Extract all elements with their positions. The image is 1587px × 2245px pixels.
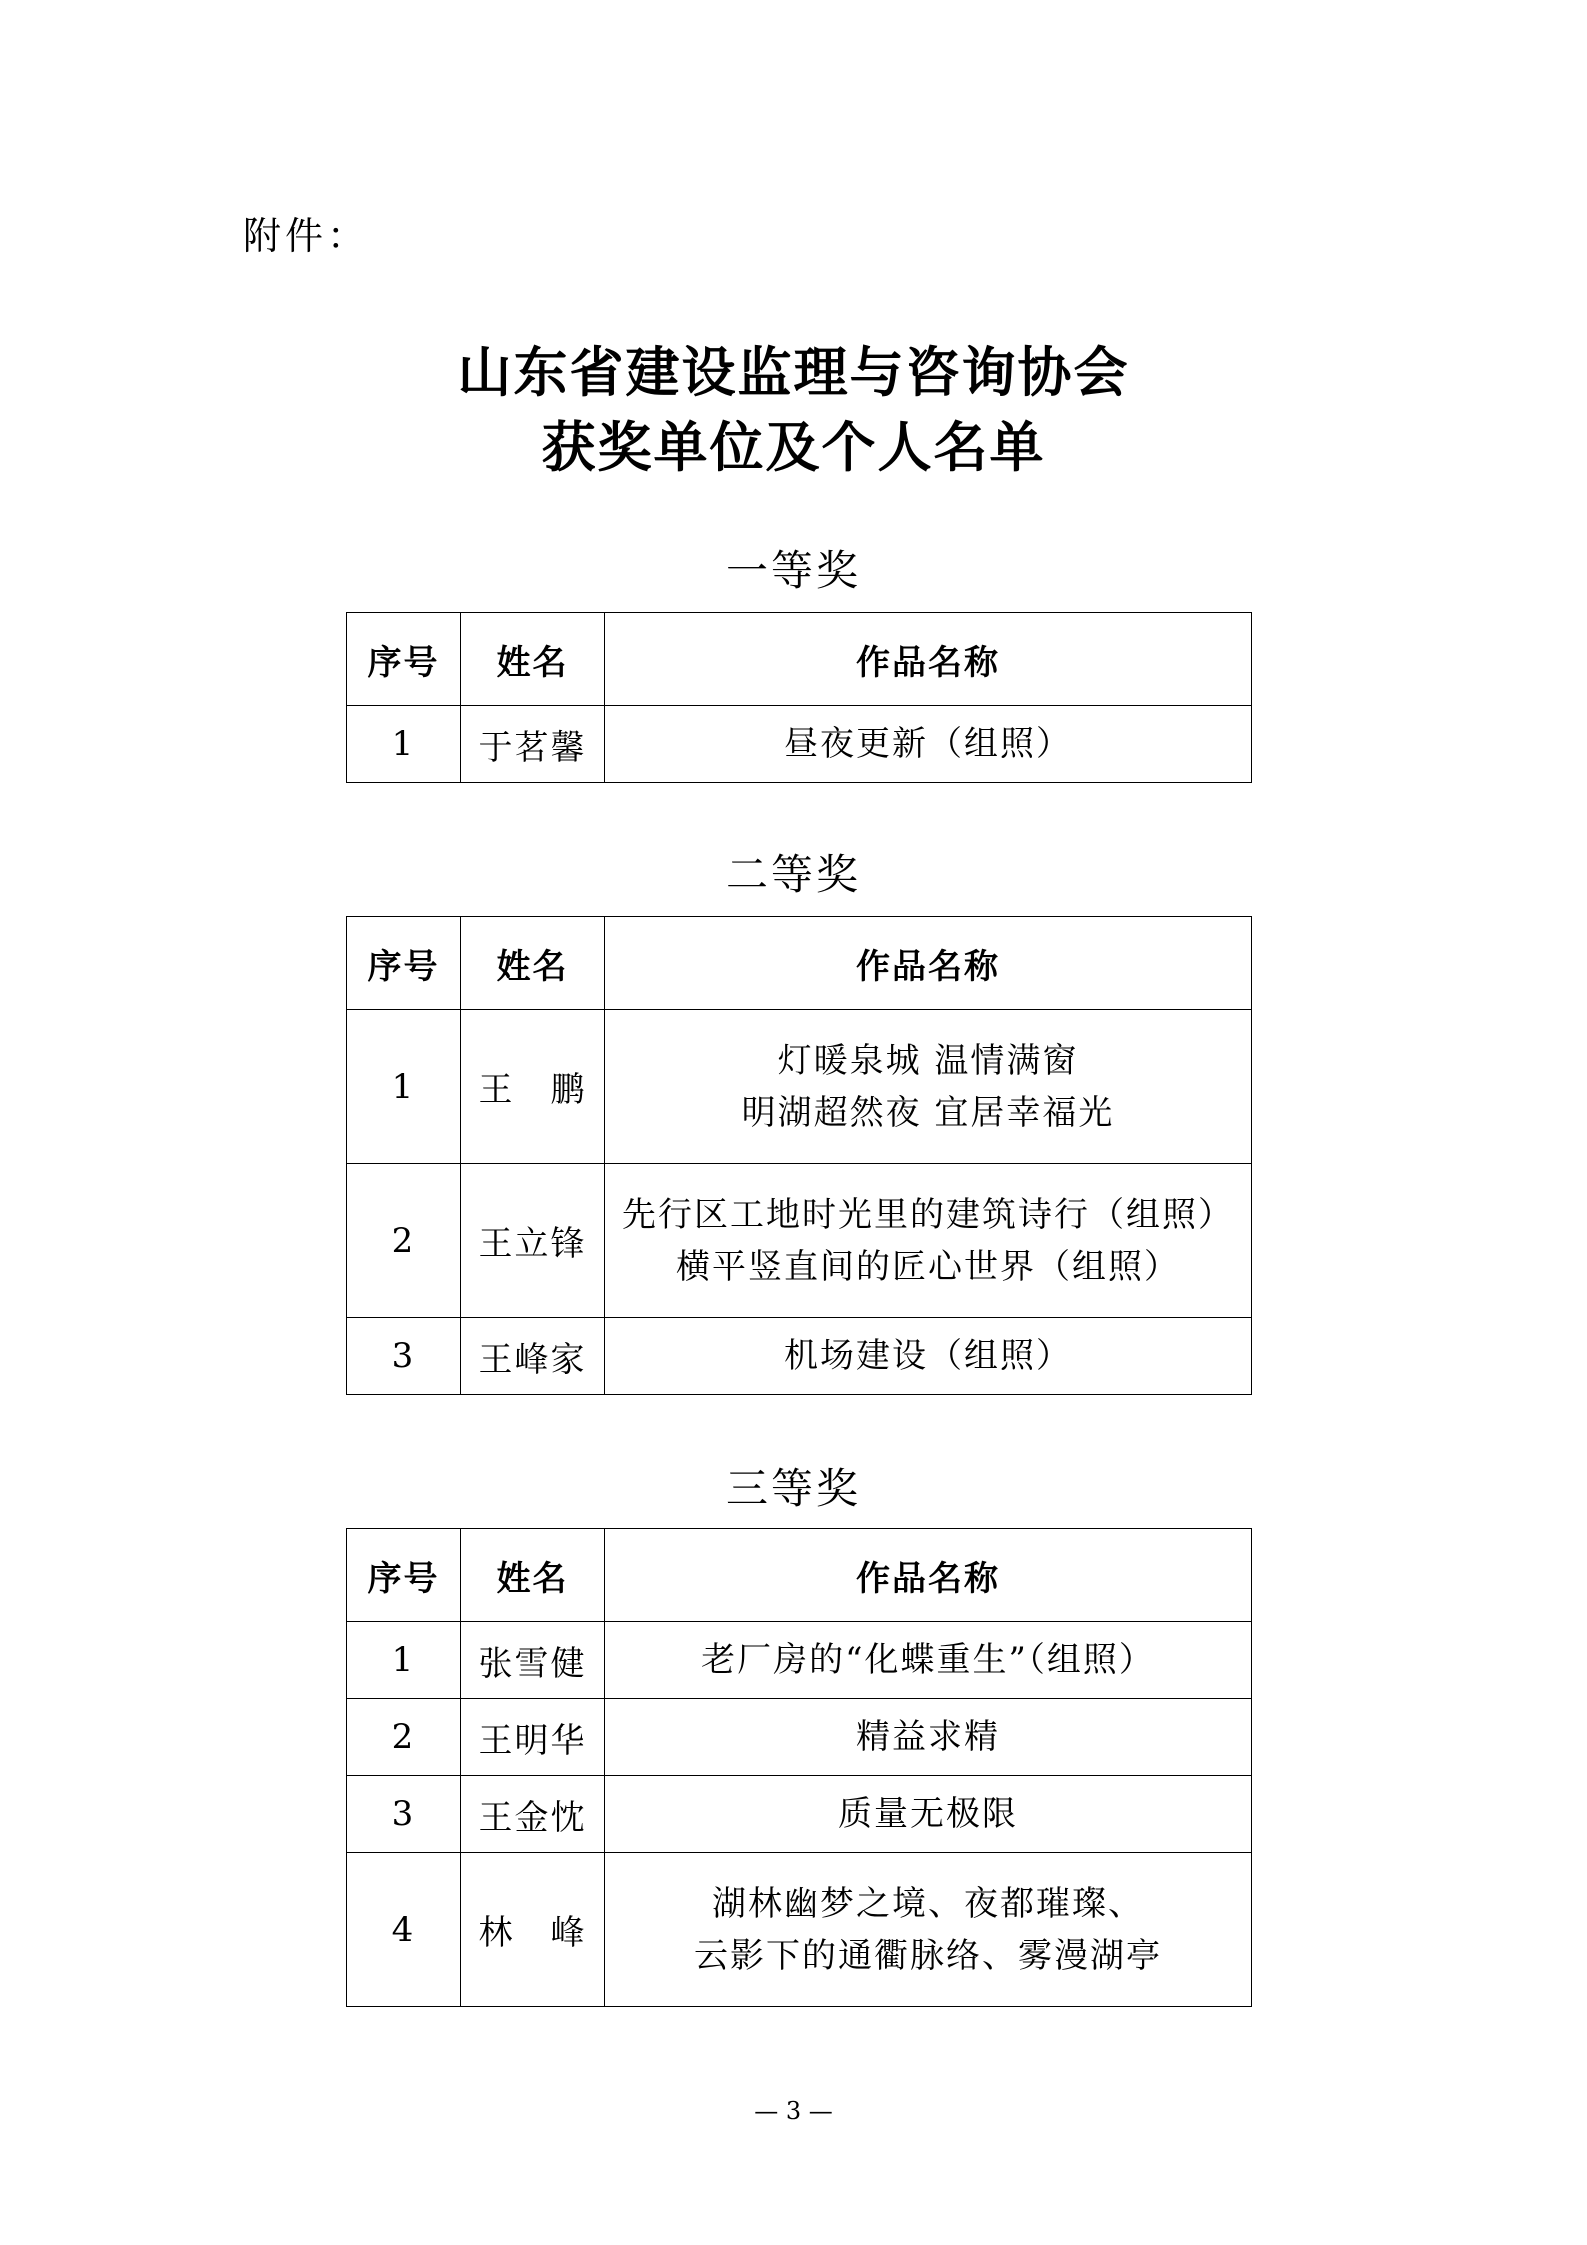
- first-prize-heading: 一等奖: [725, 546, 861, 595]
- header-work: 作品名称: [605, 613, 1252, 706]
- row-no: 2: [347, 1699, 461, 1776]
- table-header-row: [347, 917, 1252, 1010]
- work-line: 昼夜更新（组照）: [784, 724, 1072, 764]
- second-prize-heading: 二等奖: [725, 850, 861, 899]
- header-name: 姓名: [461, 917, 605, 1010]
- row-no: 1: [347, 1010, 461, 1164]
- row-no: 1: [347, 706, 461, 783]
- row-name: 林 峰: [461, 1853, 605, 2007]
- row-work: [605, 1010, 1252, 1164]
- work-line: 质量无极限: [838, 1794, 1018, 1834]
- work-line: 横平竖直间的匠心世界（组照）: [676, 1246, 1180, 1287]
- work-line: 机场建设（组照）: [784, 1336, 1072, 1376]
- first-prize-table: [346, 612, 1252, 783]
- work-line: 云影下的通衢脉络、雾漫湖亭: [694, 1935, 1162, 1976]
- row-no: 3: [347, 1776, 461, 1853]
- row-work: [605, 1776, 1252, 1853]
- header-name: 姓名: [461, 613, 605, 706]
- table-row: [347, 1010, 1252, 1164]
- table-row: [347, 1853, 1252, 2007]
- work-line: 老厂房的“化蝶重生”（组照）: [701, 1640, 1155, 1680]
- row-work: [605, 1699, 1252, 1776]
- second-prize-table: [346, 916, 1252, 1395]
- table-row: [347, 1776, 1252, 1853]
- table-row: [347, 1164, 1252, 1318]
- header-no: 序号: [347, 613, 461, 706]
- row-name: 王峰家: [461, 1318, 605, 1395]
- row-work: [605, 1622, 1252, 1699]
- work-line: 湖林幽梦之境、夜都璀璨、: [712, 1883, 1144, 1924]
- row-work: [605, 706, 1252, 783]
- page-number: — 3 —: [754, 2097, 833, 2125]
- header-work: 作品名称: [605, 1529, 1252, 1622]
- table-row: [347, 1318, 1252, 1395]
- third-prize-table: [346, 1528, 1252, 2007]
- row-name: 张雪健: [461, 1622, 605, 1699]
- row-name: 王立锋: [461, 1164, 605, 1318]
- row-work: [605, 1164, 1252, 1318]
- work-line: 明湖超然夜 宜居幸福光: [741, 1092, 1115, 1133]
- work-line: 精益求精: [856, 1717, 1000, 1757]
- header-no: 序号: [347, 917, 461, 1010]
- row-work: [605, 1318, 1252, 1395]
- document-title-line2: 获奖单位及个人名单: [541, 415, 1046, 479]
- row-no: 4: [347, 1853, 461, 2007]
- row-work: [605, 1853, 1252, 2007]
- third-prize-heading: 三等奖: [725, 1464, 861, 1513]
- table-row: [347, 1622, 1252, 1699]
- table-row: [347, 1699, 1252, 1776]
- row-no: 3: [347, 1318, 461, 1395]
- row-name: 于茗馨: [461, 706, 605, 783]
- header-work: 作品名称: [605, 917, 1252, 1010]
- row-no: 2: [347, 1164, 461, 1318]
- table-header-row: [347, 1529, 1252, 1622]
- row-no: 1: [347, 1622, 461, 1699]
- table-row: [347, 706, 1252, 783]
- row-name: 王 鹏: [461, 1010, 605, 1164]
- document-title-line1: 山东省建设监理与咨询协会: [457, 340, 1130, 404]
- work-line: 灯暖泉城 温情满窗: [777, 1040, 1079, 1081]
- work-line: 先行区工地时光里的建筑诗行（组照）: [622, 1194, 1234, 1235]
- row-name: 王金忱: [461, 1776, 605, 1853]
- table-header-row: [347, 613, 1252, 706]
- header-no: 序号: [347, 1529, 461, 1622]
- attachment-label: 附件：: [243, 214, 370, 258]
- row-name: 王明华: [461, 1699, 605, 1776]
- header-name: 姓名: [461, 1529, 605, 1622]
